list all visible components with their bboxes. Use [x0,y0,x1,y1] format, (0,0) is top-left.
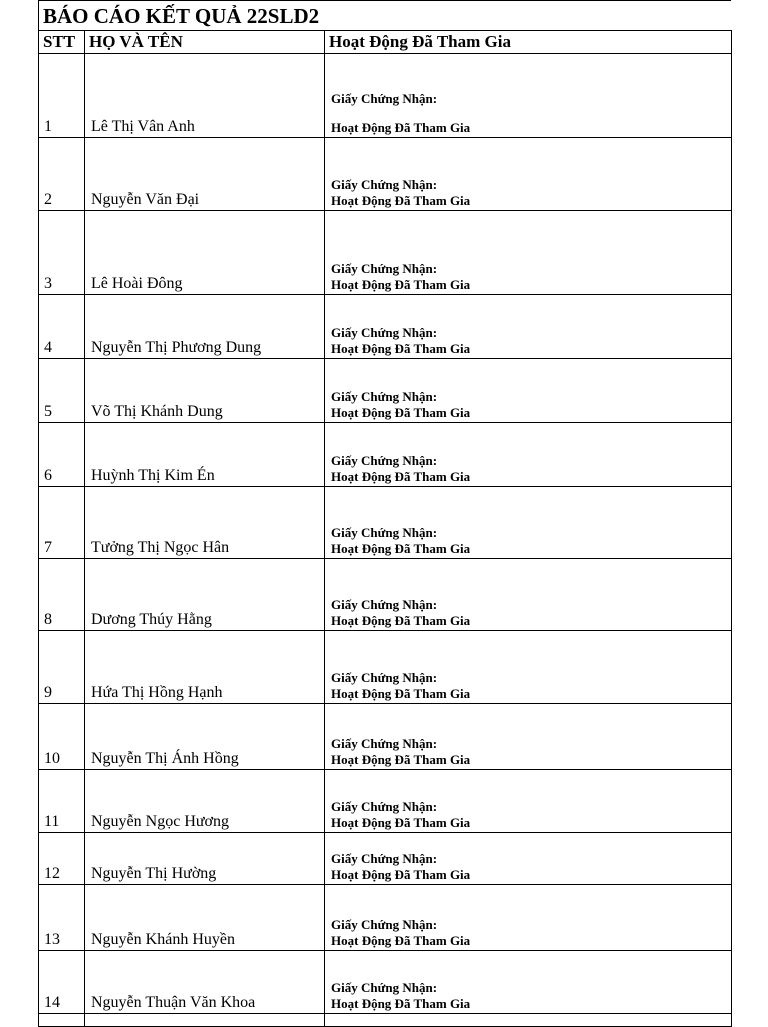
row-name: Nguyễn Thị Ánh Hồng [85,704,325,770]
row-activity [325,559,732,631]
report-sheet [38,0,731,1027]
row-activity [325,295,732,359]
activity-label: Hoạt Động Đã Tham Gia [331,613,471,628]
row-stt: 10 [39,704,85,770]
row-activity [325,631,732,704]
row-name: Huỳnh Thị Kim Én [85,423,325,487]
row-stt: 5 [39,359,85,423]
certificate-label: Giấy Chứng Nhận: [331,670,438,685]
row-stt: 1 [39,54,85,138]
certificate-label: Giấy Chứng Nhận: [331,736,438,751]
activity-label: Hoạt Động Đã Tham Gia [331,120,471,135]
activity-label: Hoạt Động Đã Tham Gia [331,341,471,356]
table-row [39,770,732,833]
row-stt: 13 [39,885,85,951]
row-stt: 9 [39,631,85,704]
row-activity [325,704,732,770]
certificate-label: Giấy Chứng Nhận: [331,261,438,276]
row-activity [325,833,732,885]
activity-label: Hoạt Động Đã Tham Gia [331,686,471,701]
row-stt: 14 [39,951,85,1014]
table-row [39,951,732,1014]
certificate-label: Giấy Chứng Nhận: [331,597,438,612]
row-name: Tưởng Thị Ngọc Hân [85,487,325,559]
row-name: Nguyễn Văn Đại [85,138,325,211]
certificate-label: Giấy Chứng Nhận: [331,851,438,866]
certificate-label: Giấy Chứng Nhận: [331,525,438,540]
table-row [39,704,732,770]
table-row [39,359,732,423]
activity-label: Hoạt Động Đã Tham Gia [331,541,471,556]
certificate-label: Giấy Chứng Nhận: [331,799,438,814]
row-activity [325,138,732,211]
certificate-label: Giấy Chứng Nhận: [331,453,438,468]
row-activity [325,359,732,423]
row-activity [325,487,732,559]
row-name: Lê Hoài Đông [85,211,325,295]
certificate-label: Giấy Chứng Nhận: [331,177,438,192]
row-stt: 7 [39,487,85,559]
activity-label: Hoạt Động Đã Tham Gia [331,405,471,420]
row-activity [325,770,732,833]
row-stt: 11 [39,770,85,833]
row-name: Nguyễn Thị Hường [85,833,325,885]
table-row [39,833,732,885]
row-name: Nguyễn Khánh Huyền [85,885,325,951]
row-name: Nguyễn Thị Phương Dung [85,295,325,359]
row-activity [325,54,732,138]
row-name: Lê Thị Vân Anh [85,54,325,138]
header-stt: STT [39,31,85,54]
activity-label: Hoạt Động Đã Tham Gia [331,277,471,292]
table-row [39,211,732,295]
results-table [38,30,732,1027]
table-row [39,295,732,359]
activity-label: Hoạt Động Đã Tham Gia [331,193,471,208]
row-activity [325,885,732,951]
table-row [39,885,732,951]
table-row-empty [39,1014,732,1027]
activity-label: Hoạt Động Đã Tham Gia [331,996,471,1011]
table-row [39,423,732,487]
row-activity [325,423,732,487]
certificate-label: Giấy Chứng Nhận: [331,91,438,106]
row-stt: 4 [39,295,85,359]
table-row [39,138,732,211]
activity-label: Hoạt Động Đã Tham Gia [331,867,471,882]
certificate-label: Giấy Chứng Nhận: [331,980,438,995]
row-stt: 6 [39,423,85,487]
header-activity: Hoạt Động Đã Tham Gia [325,31,732,54]
row-name: Nguyễn Thuận Văn Khoa [85,951,325,1014]
table-row [39,487,732,559]
row-stt: 3 [39,211,85,295]
table-row [39,54,732,138]
row-name: Võ Thị Khánh Dung [85,359,325,423]
row-name: Nguyễn Ngọc Hương [85,770,325,833]
row-stt: 2 [39,138,85,211]
table-header-row [39,31,732,54]
certificate-label: Giấy Chứng Nhận: [331,325,438,340]
row-activity [325,211,732,295]
row-name: Hứa Thị Hồng Hạnh [85,631,325,704]
table-row [39,559,732,631]
header-name: HỌ VÀ TÊN [85,31,325,54]
activity-label: Hoạt Động Đã Tham Gia [331,469,471,484]
row-activity [325,951,732,1014]
certificate-label: Giấy Chứng Nhận: [331,389,438,404]
report-title: BÁO CÁO KẾT QUẢ 22SLD2 [38,0,731,30]
certificate-label: Giấy Chứng Nhận: [331,917,438,932]
row-name: Dương Thúy Hằng [85,559,325,631]
activity-label: Hoạt Động Đã Tham Gia [331,933,471,948]
row-stt: 8 [39,559,85,631]
row-stt: 12 [39,833,85,885]
activity-label: Hoạt Động Đã Tham Gia [331,815,471,830]
activity-label: Hoạt Động Đã Tham Gia [331,752,471,767]
table-row [39,631,732,704]
